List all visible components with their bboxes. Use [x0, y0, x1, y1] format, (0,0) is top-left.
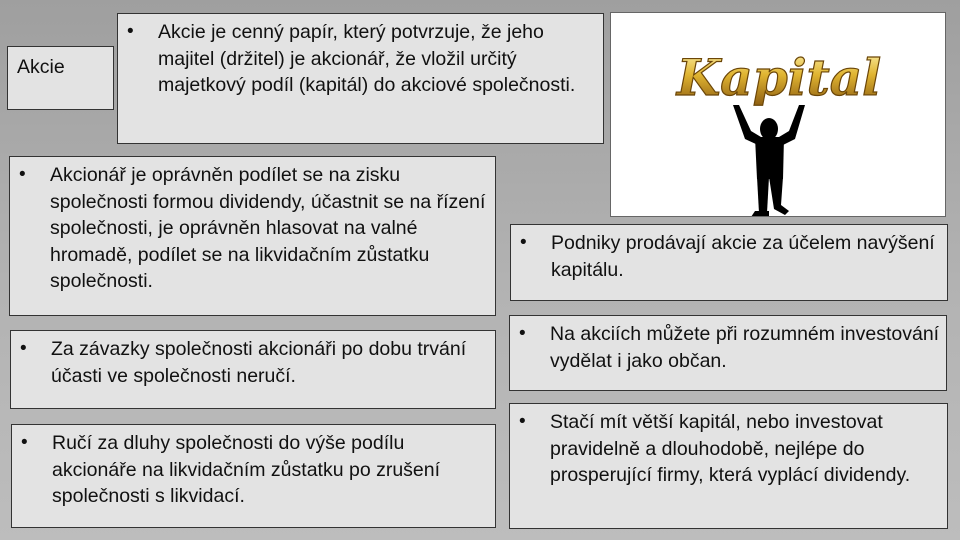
- bullet-text: Za závazky společnosti akcionáři po dobu trvání účasti ve společnosti neručí.: [51, 338, 467, 387]
- bullet-box-liability: [10, 330, 496, 409]
- bullet-text: Stačí mít větší kapitál, nebo investovat pravidelně a dlouhodobě, nejlépe do prosperující firmy, která vyplácí dividendy.: [550, 411, 911, 486]
- kapital-word: Kapital: [676, 48, 882, 107]
- bullet-text: Akcionář je oprávněn podílet se na zisku společnosti formou dividendy, účastnit se na řízení společnosti, je oprávněn hlasovat na valné hromadě, podílet se na likvidačním zůstatku společnosti.: [50, 164, 486, 292]
- bullet-mark: •: [520, 232, 527, 253]
- bullet-mark: •: [519, 411, 526, 432]
- bullet-mark: •: [519, 323, 526, 344]
- bullet-box-citizens: [509, 315, 947, 391]
- bullet-mark: •: [21, 432, 28, 453]
- slide-title: [7, 46, 114, 110]
- kapital-illustration: [610, 12, 946, 217]
- bullet-box-companies: [510, 224, 948, 301]
- bullet-mark: •: [127, 21, 134, 42]
- bullet-mark: •: [19, 164, 26, 185]
- bullet-mark: •: [20, 338, 27, 359]
- bullet-box-definition: [117, 13, 604, 144]
- kapital-image: [611, 13, 946, 217]
- silhouette-figure: [733, 105, 805, 217]
- bullet-text: Podniky prodávají akcie za účelem navýšení kapitálu.: [551, 232, 935, 281]
- bullet-text: Na akciích můžete při rozumném investování vydělat i jako občan.: [550, 323, 940, 372]
- slide-title-text: Akcie: [17, 56, 65, 78]
- bullet-box-debt-liability: [11, 424, 496, 528]
- bullet-box-investing: [509, 403, 948, 529]
- bullet-text: Akcie je cenný papír, který potvrzuje, že jeho majitel (držitel) je akcionář, že vložil určitý majetkový podíl (kapitál) do akciové společnosti.: [158, 21, 576, 96]
- bullet-text: Ručí za dluhy společnosti do výše podílu akcionáře na likvidačním zůstatku po zrušení společnosti s likvidací.: [52, 432, 441, 507]
- bullet-box-shareholder-rights: [9, 156, 496, 316]
